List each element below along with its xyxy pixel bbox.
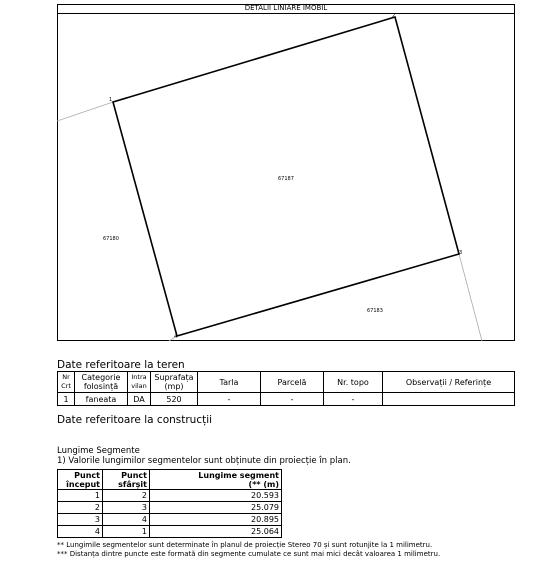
col-suprafata: Suprafața (mp) xyxy=(151,372,198,393)
cell-start: 2 xyxy=(58,502,103,514)
cell-length: 20.593 xyxy=(150,490,282,502)
col-intra-vilan: Intra vilan xyxy=(128,372,151,393)
col-nr-crt: Nr Crt xyxy=(58,372,75,393)
segments-title: Lungime Segmente xyxy=(57,446,140,456)
cell-categorie: faneata xyxy=(75,393,128,406)
vertex-label-4: 4 xyxy=(174,334,178,340)
cell-suprafata: 520 xyxy=(151,393,198,406)
parcel-label-left: 67180 xyxy=(103,236,119,242)
land-section-title: Date referitoare la teren xyxy=(57,359,185,371)
cell-end: 3 xyxy=(103,502,150,514)
cell-parcela: - xyxy=(261,393,324,406)
table-row xyxy=(58,490,282,502)
cell-end: 4 xyxy=(103,514,150,526)
cell-start: 4 xyxy=(58,526,103,538)
cell-end: 2 xyxy=(103,490,150,502)
land-table xyxy=(57,371,515,406)
plan-header: DETALII LINIARE IMOBIL xyxy=(57,4,515,14)
col-punct-inceput: Punct început xyxy=(58,470,103,490)
col-punct-sfarsit: Punct sfârșit xyxy=(103,470,150,490)
boundary-line-right xyxy=(459,254,482,341)
boundary-line-left xyxy=(57,102,113,121)
table-row xyxy=(58,526,282,538)
col-observatii: Observații / Referințe xyxy=(383,372,515,393)
segments-table xyxy=(57,469,282,538)
construction-section-title: Date referitoare la construcții xyxy=(57,414,213,426)
table-row xyxy=(58,393,515,406)
col-lungime-segment: Lungime segment (** (m) xyxy=(150,470,282,490)
cell-nr-topo: - xyxy=(324,393,383,406)
parcel-label-bottom: 67183 xyxy=(367,308,383,314)
footnote-distance: *** Distanța dintre puncte este formată din segmente cumulate ce sunt mai mici decât valoarea 1 milimetru. xyxy=(57,550,441,558)
parcel-label-main: 67187 xyxy=(278,176,294,182)
col-categorie: Categorie folosință xyxy=(75,372,128,393)
vertex-label-1: 1 xyxy=(109,97,113,103)
segments-note: 1) Valorile lungimilor segmentelor sunt obținute din proiecție în plan. xyxy=(57,456,351,466)
vertex-label-3: 3 xyxy=(459,250,463,256)
cell-nr-crt: 1 xyxy=(58,393,75,406)
vertex-label-2: 2 xyxy=(392,14,396,19)
land-table-header xyxy=(58,372,515,393)
table-row xyxy=(58,514,282,526)
cell-start: 3 xyxy=(58,514,103,526)
table-row xyxy=(58,502,282,514)
plan-drawing xyxy=(57,14,515,341)
cell-end: 1 xyxy=(103,526,150,538)
col-tarla: Tarla xyxy=(198,372,261,393)
cell-length: 25.064 xyxy=(150,526,282,538)
cell-length: 20.895 xyxy=(150,514,282,526)
footnote-lengths: ** Lungimile segmentelor sunt determinate în planul de proiecție Stereo 70 și sunt rotunjite la 1 milimetru. xyxy=(57,541,433,549)
cell-start: 1 xyxy=(58,490,103,502)
cell-intra-vilan: DA xyxy=(128,393,151,406)
segments-table-header xyxy=(58,470,282,490)
col-parcela: Parcelă xyxy=(261,372,324,393)
col-nr-topo: Nr. topo xyxy=(324,372,383,393)
cell-tarla: - xyxy=(198,393,261,406)
cell-observatii xyxy=(383,393,515,406)
cell-length: 25.079 xyxy=(150,502,282,514)
